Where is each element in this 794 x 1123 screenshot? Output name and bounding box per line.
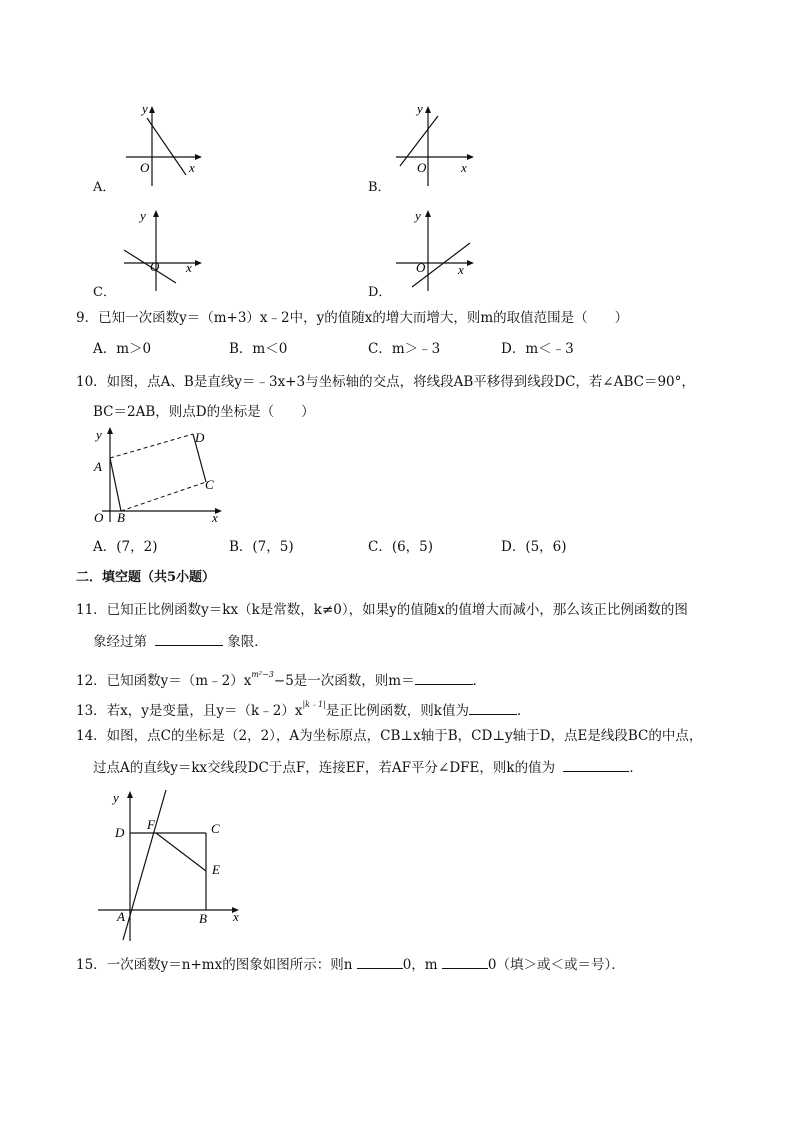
q13-exponent: |k﹣1| — [302, 700, 326, 709]
q8-d-y-label: y — [415, 208, 421, 223]
q13-mid: 是正比例函数，则k值为 — [325, 703, 469, 719]
q12-pre: 12．已知函数y＝（m﹣2）x — [76, 673, 252, 689]
q8-c-origin-label: O — [150, 259, 160, 274]
q8-a-y-label: y — [142, 101, 148, 116]
q13-question — [76, 695, 530, 721]
q10-point-a-label: A — [94, 459, 102, 474]
q12-mid: −5是一次函数，则m＝ — [273, 673, 415, 689]
q11-question-line2 — [93, 631, 268, 652]
q15-m-answer-blank[interactable] — [442, 954, 488, 969]
q8-b-x-label: x — [461, 160, 467, 175]
q14-x-label: x — [233, 909, 239, 924]
q11-line2-pre: 象经过第 — [93, 634, 147, 650]
q8-option-c-label: C． — [93, 285, 116, 300]
q8-a-origin-label: O — [140, 160, 150, 175]
q10-option-b: B．(7，5) — [229, 539, 294, 555]
q10-point-d-label: D — [195, 430, 205, 445]
q11-line2-post: 象限． — [227, 634, 268, 650]
q10-option-d: D．(5，6) — [501, 539, 567, 555]
q8-graph-a — [118, 100, 208, 190]
q10-x-label: x — [212, 510, 218, 525]
q14-point-c-label: C — [211, 821, 220, 836]
q11-answer-blank[interactable] — [155, 631, 223, 646]
q12-question — [76, 665, 486, 691]
q12-post: ． — [472, 673, 487, 689]
q10-figure — [88, 422, 233, 527]
q10-option-c: C．(6，5) — [368, 539, 434, 555]
q11-question-line1: 11．已知正比例函数y＝kx（k是常数，k≠0），如果y的值随x的值增大而减小，那么该正比例函数的图 — [76, 602, 688, 618]
q10-origin-label: O — [94, 510, 104, 525]
q8-b-origin-label: O — [417, 160, 427, 175]
q9-option-b: B．m＜0 — [229, 341, 288, 357]
q8-c-y-label: y — [140, 208, 146, 223]
q15-post: 0（填＞或＜或＝号）． — [487, 957, 625, 973]
q14-question-line1: 14．如图，点C的坐标是（2，2），A为坐标原点，CB⊥x轴于B，CD⊥y轴于D，点E是线段BC的中点， — [76, 728, 703, 744]
q8-option-b-label: B． — [368, 180, 391, 195]
q15-pre: 15．一次函数y＝n+mx的图象如图所示：则n — [76, 957, 353, 973]
q15-n-answer-blank[interactable] — [357, 954, 403, 969]
q9-option-a: A．m＞0 — [93, 341, 152, 357]
q10-question-line1: 10．如图，点A、B是直线y＝﹣3x+3与坐标轴的交点，将线段AB平移得到线段DC，若∠ABC＝90°， — [76, 374, 695, 390]
q14-point-d-label: D — [115, 825, 125, 840]
q8-b-y-label: y — [417, 101, 423, 116]
q14-line2-pre: 过点A的直线y＝kx交线段DC于点F，连接EF，若AF平分∠DFE，则k的值为 — [93, 760, 556, 776]
q14-figure — [95, 786, 250, 946]
q13-answer-blank[interactable] — [469, 700, 517, 715]
q8-option-d-label: D． — [368, 285, 392, 300]
q12-answer-blank[interactable] — [415, 670, 473, 685]
q14-point-e-label: E — [212, 862, 220, 877]
q13-post: ． — [516, 703, 531, 719]
q14-line2-post: ． — [629, 760, 643, 776]
q14-point-f-label: F — [147, 817, 155, 832]
q8-graph-d — [390, 205, 485, 295]
q15-mid: 0，m — [402, 957, 438, 973]
q14-point-a-label: A — [117, 909, 125, 924]
q10-y-label: y — [96, 427, 102, 442]
q14-point-b-label: B — [199, 911, 207, 926]
q10-question-line2: BC＝2AB，则点D的坐标是（ ） — [93, 404, 315, 420]
q9-option-d: D．m＜﹣3 — [501, 341, 574, 357]
q8-option-a-label: A． — [93, 180, 116, 195]
q9-option-c: C．m＞﹣3 — [368, 341, 441, 357]
q15-question — [76, 954, 625, 975]
section-title: 二．填空题（共5小题） — [76, 570, 216, 585]
q14-y-label: y — [113, 790, 119, 805]
q8-c-x-label: x — [186, 260, 192, 275]
q14-question-line2 — [93, 757, 643, 778]
q10-option-a: A．(7，2) — [93, 539, 158, 555]
q8-a-x-label: x — [189, 160, 195, 175]
q8-d-x-label: x — [458, 262, 464, 277]
q9-question: 9．已知一次函数y＝（m+3）x﹣2中，y的值随x的增大而增大，则m的取值范围是（ ） — [76, 310, 629, 326]
q13-pre: 13．若x，y是变量，且y＝（k﹣2）x — [76, 703, 303, 719]
q8-graph-b — [390, 100, 485, 190]
q8-d-origin-label: O — [416, 260, 426, 275]
q10-point-b-label: B — [117, 510, 125, 525]
q10-point-c-label: C — [205, 477, 214, 492]
q8-graph-c — [118, 205, 208, 295]
q14-answer-blank[interactable] — [563, 757, 629, 772]
q12-exponent: m²−3 — [251, 670, 274, 679]
